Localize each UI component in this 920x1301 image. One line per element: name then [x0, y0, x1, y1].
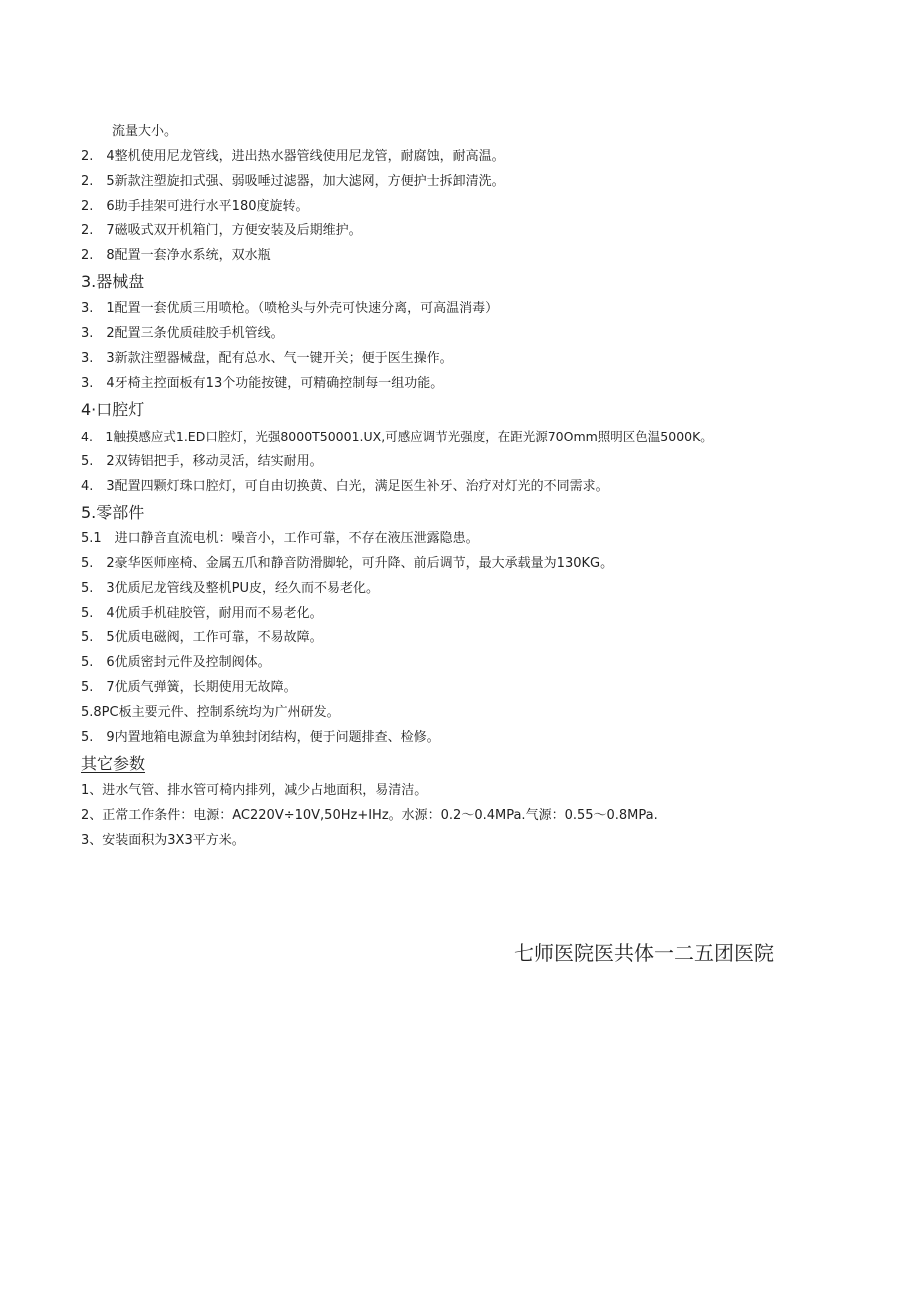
text-line: 3. 4牙椅主控面板有13个功能按键，可精确控制每一组功能。: [81, 376, 444, 391]
text-line: 5. 7优质气弹簧，长期使用无故障。: [81, 680, 297, 695]
hospital-signature: 七师医院医共体一二五团医院: [514, 941, 774, 965]
text-line: 3、安装面积为3X3平方米。: [81, 833, 245, 848]
text-line: 4. 3配置四颗灯珠口腔灯，可自由切换黄、白光，满足医生补牙、治疗对灯光的不同需求。: [81, 479, 609, 494]
text-line: 5. 3优质尼龙管线及整机PU皮，经久而不易老化。: [81, 581, 380, 596]
text-line: 3. 2配置三条优质硅胶手机管线。: [81, 326, 284, 341]
section-heading: 4·口腔灯: [81, 400, 145, 419]
text-line: 5. 9内置地箱电源盒为单独封闭结构，便于问题排查、检修。: [81, 730, 440, 745]
text-line: 2. 4整机使用尼龙管线，进出热水器管线使用尼龙管，耐腐蚀，耐高温。: [81, 149, 505, 164]
text-line: 5. 6优质密封元件及控制阀体。: [81, 655, 271, 670]
text-line: 5. 4优质手机硅胶管，耐用而不易老化。: [81, 606, 323, 621]
text-line: 2. 7磁吸式双开机箱门，方便安装及后期维护。: [81, 223, 362, 238]
section-heading: 5.零部件: [81, 503, 145, 522]
text-line: 5. 5优质电磁阀，工作可靠，不易故障。: [81, 630, 323, 645]
text-line: 5. 2双铸铝把手，移动灵活，结实耐用。: [81, 454, 323, 469]
text-line: 2. 8配置一套净水系统，双水瓶: [81, 248, 271, 263]
section-heading: 3.器械盘: [81, 272, 145, 291]
text-line: 5.8PC板主要元件、控制系统均为广州研发。: [81, 705, 340, 720]
text-line: 3. 1配置一套优质三用喷枪。（喷枪头与外壳可快速分离，可高温消毒）: [81, 301, 499, 316]
section-heading: 其它参数: [81, 754, 146, 773]
text-line: 流量大小。: [112, 124, 178, 139]
text-line: 5. 2豪华医师座椅、金属五爪和静音防滑脚轮，可升降、前后调节，最大承载量为130KG。: [81, 556, 614, 571]
text-line: 2. 6助手挂架可进行水平180度旋转。: [81, 199, 309, 214]
text-line: 2、正常工作条件：电源：AC220V÷10V,50Hz+IHz。水源：0.2～0.4MPa.气源：0.55～0.8MPa.: [81, 808, 658, 823]
text-line: 5.1 进口静音直流电机：噪音小，工作可靠，不存在液压泄露隐患。: [81, 531, 479, 546]
text-line: 3. 3新款注塑器械盘，配有总水、气一键开关；便于医生操作。: [81, 351, 453, 366]
text-line: 4. 1触摸感应式1.ED口腔灯，光强8000T50001.UX,可感应调节光强度，在距光源70Omm照明区色温5000K。: [81, 429, 713, 444]
text-line: 1、进水气管、排水管可椅内排列，减少占地面积，易清洁。: [81, 783, 428, 798]
text-line: 2. 5新款注塑旋扣式强、弱吸唾过滤器，加大滤网，方便护士拆卸清洗。: [81, 174, 505, 189]
